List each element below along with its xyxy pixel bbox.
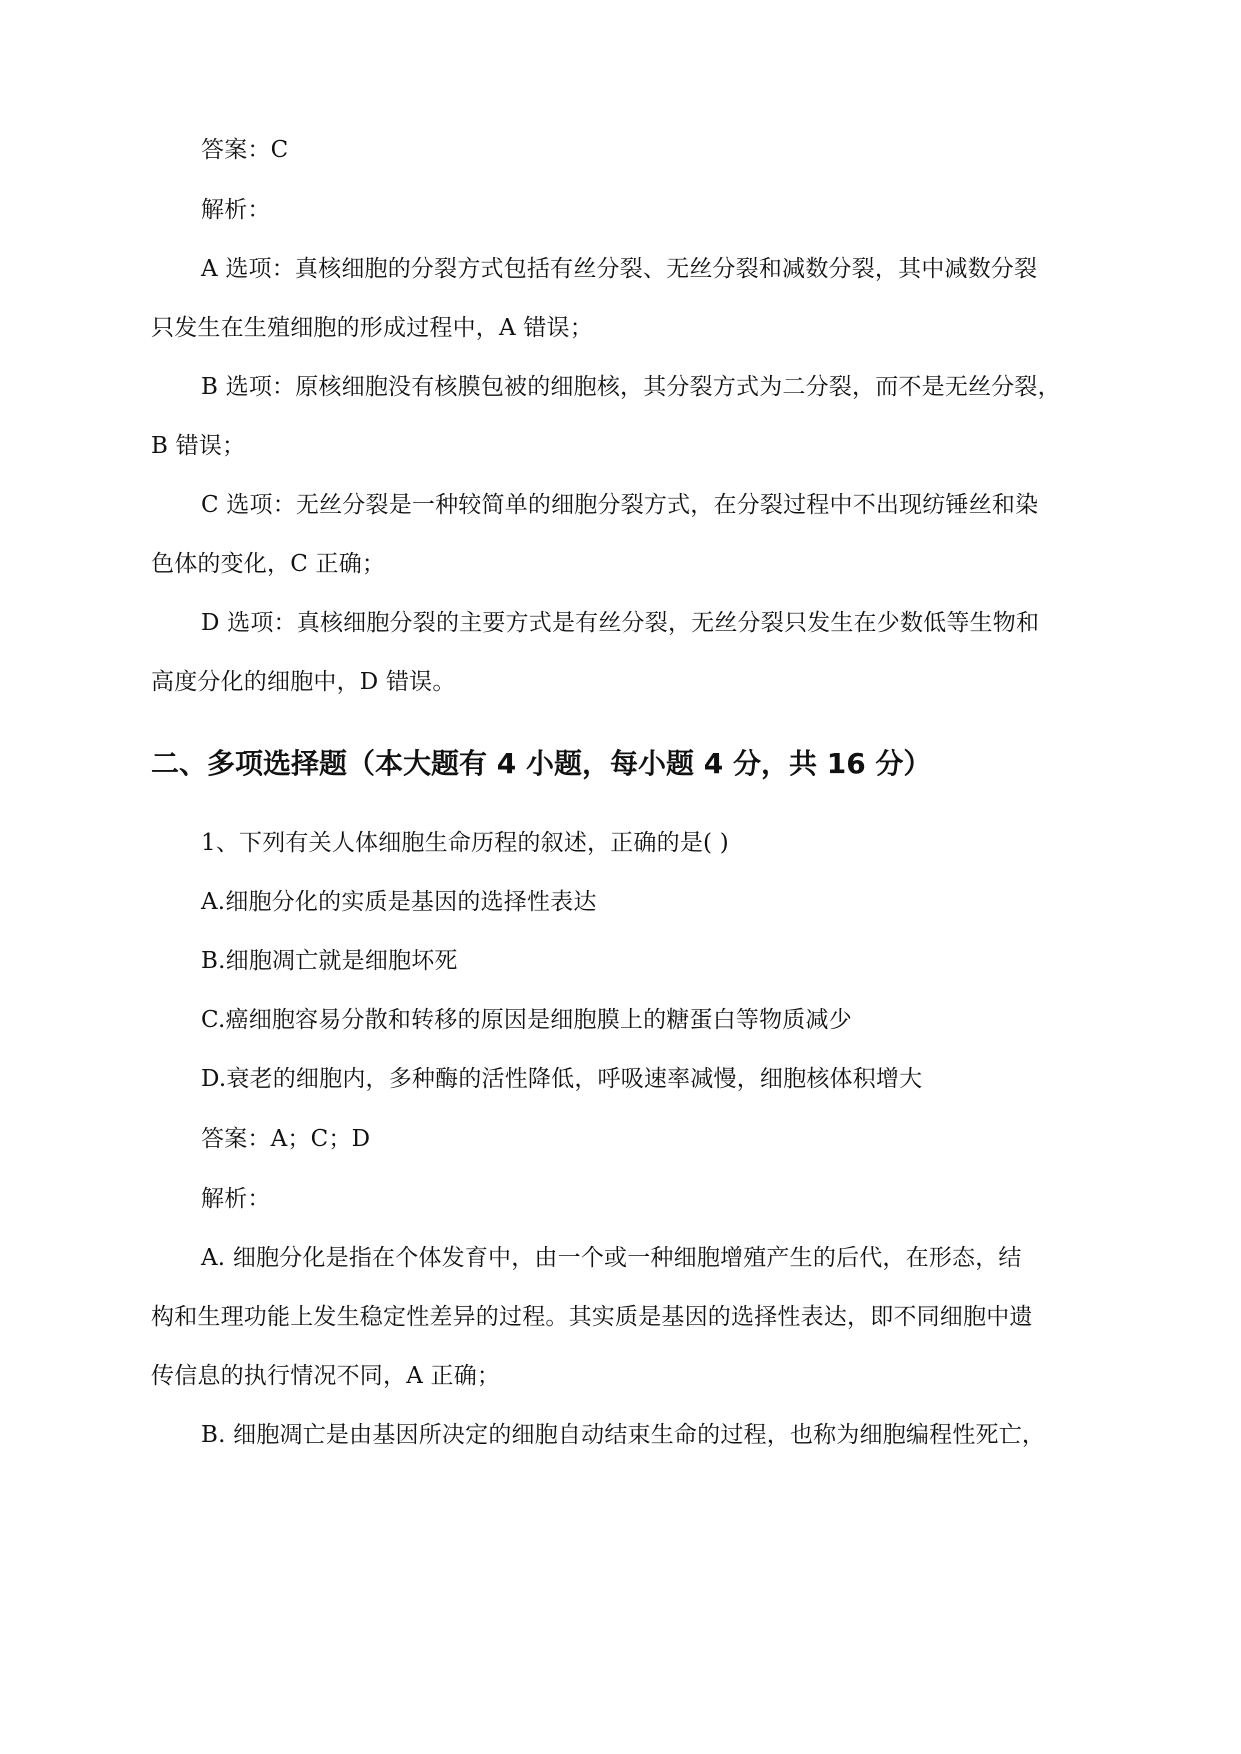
prev-analysis-a-line1: A 选项：真核细胞的分裂方式包括有丝分裂、无丝分裂和减数分裂，其中减数分裂	[201, 256, 1038, 282]
prev-analysis-d-line1: D 选项：真核细胞分裂的主要方式是有丝分裂，无丝分裂只发生在少数低等生物和	[201, 610, 1040, 636]
question-1-option-b: B.细胞凋亡就是细胞坏死	[201, 948, 458, 974]
question-1-analysis-b-line1: B. 细胞凋亡是由基因所决定的细胞自动结束生命的过程，也称为细胞编程性死亡，	[201, 1422, 1046, 1448]
question-1-analysis-a-line3: 传信息的执行情况不同，A 正确；	[151, 1363, 501, 1389]
question-1-answer: 答案：A；C；D	[201, 1126, 371, 1152]
question-1-analysis-a-line1: A. 细胞分化是指在个体发育中，由一个或一种细胞增殖产生的后代，在形态，结	[201, 1245, 1022, 1271]
prev-analysis-a-line2: 只发生在生殖细胞的形成过程中，A 错误；	[151, 315, 593, 341]
prev-analysis-b-line2: B 错误；	[151, 433, 246, 459]
prev-analysis-label: 解析：	[201, 197, 271, 223]
prev-analysis-d-line2: 高度分化的细胞中，D 错误。	[151, 669, 456, 695]
question-1-analysis-label: 解析：	[201, 1186, 271, 1212]
question-1-option-d: D.衰老的细胞内，多种酶的活性降低，呼吸速率减慢，细胞核体积增大	[201, 1066, 923, 1092]
question-1-analysis-a-line2: 构和生理功能上发生稳定性差异的过程。其实质是基因的选择性表达，即不同细胞中遗	[151, 1304, 1033, 1330]
section-heading: 二、多项选择题（本大题有 4 小题，每小题 4 分，共 16 分）	[151, 747, 932, 780]
prev-analysis-c-line2: 色体的变化，C 正确；	[151, 551, 386, 577]
question-1-option-a: A.细胞分化的实质是基因的选择性表达	[201, 889, 597, 915]
prev-analysis-b-line1: B 选项：原核细胞没有核膜包被的细胞核，其分裂方式为二分裂，而不是无丝分裂，	[201, 374, 1061, 400]
prev-answer: 答案：C	[201, 137, 289, 163]
question-1-option-c: C.癌细胞容易分散和转移的原因是细胞膜上的糖蛋白等物质减少	[201, 1007, 852, 1033]
question-1-stem: 1、下列有关人体细胞生命历程的叙述，正确的是( )	[201, 830, 729, 856]
prev-analysis-c-line1: C 选项：无丝分裂是一种较简单的细胞分裂方式，在分裂过程中不出现纺锤丝和染	[201, 492, 1039, 518]
